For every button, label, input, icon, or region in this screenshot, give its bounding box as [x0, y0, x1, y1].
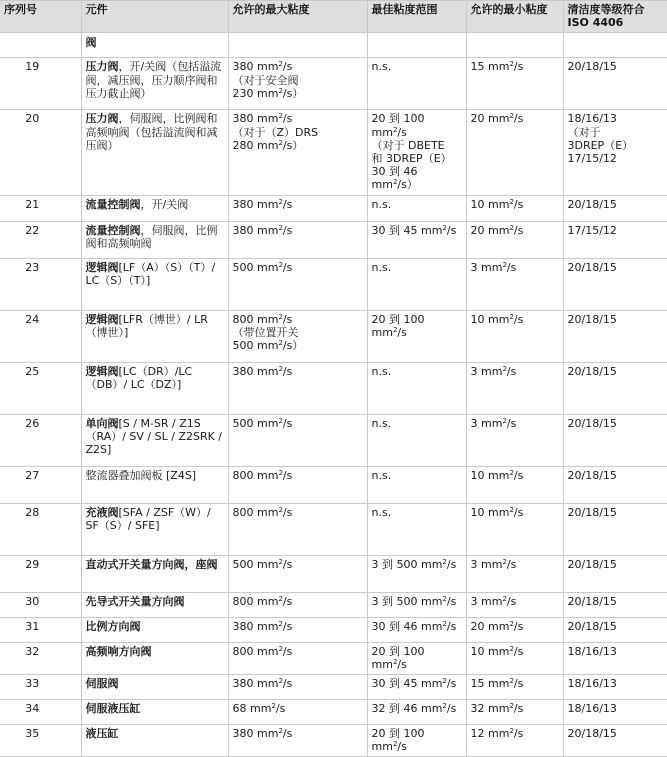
- min-viscosity-cell: [466, 466, 563, 503]
- cleanliness-line: 20/18/15: [567, 197, 617, 211]
- max-viscosity-line: 230 $mm^2/s$）: [232, 86, 304, 100]
- component-bold-name: 单向阀: [85, 416, 119, 430]
- min-viscosity-line: 3 $mm^2/s$: [470, 260, 517, 274]
- table-row: [0, 466, 667, 503]
- optimal-range-line: 30 到 45 $mm^2/s$: [371, 223, 457, 237]
- cleanliness-cell: [563, 466, 667, 503]
- max-viscosity-cell: [228, 700, 367, 725]
- cleanliness-cell: [563, 414, 667, 466]
- max-viscosity-cell: [228, 675, 367, 700]
- component-bold-name: 压力阀: [85, 112, 119, 126]
- component-bold-name: 逻辑阀: [85, 260, 119, 274]
- component-cell: [81, 555, 228, 592]
- max-viscosity-line: 500 $mm^2/s$: [232, 557, 293, 571]
- max-viscosity-cell: [228, 310, 367, 362]
- component-detail: 整流器叠加阀板 [Z4S]: [85, 468, 197, 482]
- table-row: [0, 414, 667, 466]
- cleanliness-cell: [563, 642, 667, 674]
- max-viscosity-line: 380 $mm^2/s$: [232, 364, 293, 378]
- optimal-range-cell: [367, 414, 466, 466]
- cleanliness-line: 18/16/13: [567, 644, 617, 658]
- optimal-range-line: 32 到 46 $mm^2/s$: [371, 702, 457, 716]
- cleanliness-cell: [563, 362, 667, 414]
- min-viscosity-line: 10 $mm^2/s$: [470, 644, 524, 658]
- optimal-range-cell: [367, 675, 466, 700]
- optimal-range-cell: [367, 58, 466, 110]
- component-cell: [81, 414, 228, 466]
- max-viscosity-line: 380 $mm^2/s$: [232, 197, 293, 211]
- min-viscosity-line: 10 $mm^2/s$: [470, 505, 524, 519]
- serial-cell: 28: [0, 503, 81, 555]
- optimal-range-line: n.s.: [371, 364, 392, 378]
- component-detail: ，开/关阀（包括溢流阀，减压阀，压力顺序阀和压力截止阀）: [85, 60, 222, 100]
- min-viscosity-line: 32 $mm^2/s$: [470, 702, 524, 716]
- optimal-range-line: n.s.: [371, 260, 392, 274]
- optimal-range-cell: [367, 592, 466, 617]
- component-bold-name: 逻辑阀: [85, 364, 119, 378]
- optimal-range-cell: [367, 555, 466, 592]
- min-viscosity-line: 15 $mm^2/s$: [470, 677, 524, 691]
- max-viscosity-cell: [228, 221, 367, 258]
- max-viscosity-line: （对于安全阀: [232, 73, 299, 87]
- max-viscosity-cell: [228, 503, 367, 555]
- optimal-range-cell: [367, 110, 466, 195]
- cleanliness-cell: [563, 725, 667, 757]
- component-cell: [81, 221, 228, 258]
- optimal-range-cell: [367, 195, 466, 221]
- optimal-range-line: n.s.: [371, 60, 392, 74]
- min-viscosity-line: 3 $mm^2/s$: [470, 416, 517, 430]
- max-viscosity-cell: [228, 58, 367, 110]
- cleanliness-line: 20/18/15: [567, 619, 617, 633]
- min-viscosity-cell: [466, 700, 563, 725]
- component-detail: [LF（A）（S）（T）/ LC（S）（T）]: [85, 260, 216, 287]
- cleanliness-line: 20/18/15: [567, 505, 617, 519]
- optimal-range-line: 30 到 46 $mm^2/s$）: [371, 165, 418, 192]
- max-viscosity-line: 500 $mm^2/s$）: [232, 339, 304, 353]
- max-viscosity-line: 380 $mm^2/s$: [232, 223, 293, 237]
- min-viscosity-cell: [466, 258, 563, 310]
- min-viscosity-line: 10 $mm^2/s$: [470, 312, 524, 326]
- cleanliness-cell: [563, 221, 667, 258]
- min-viscosity-cell: [466, 555, 563, 592]
- optimal-range-line: 20 到 100 $mm^2/s$: [371, 727, 425, 754]
- optimal-range-line: （对于 DBETE: [371, 138, 445, 152]
- min-viscosity-cell: [466, 617, 563, 642]
- cleanliness-line: 20/18/15: [567, 312, 617, 326]
- optimal-range-cell: [367, 725, 466, 757]
- component-cell: [81, 675, 228, 700]
- component-cell: [81, 110, 228, 195]
- cleanliness-line: 17/15/12: [567, 223, 617, 237]
- cleanliness-cell: [563, 110, 667, 195]
- component-cell: [81, 592, 228, 617]
- min-viscosity-line: 20 $mm^2/s$: [470, 112, 524, 126]
- table-row: [0, 700, 667, 725]
- max-viscosity-line: 500 $mm^2/s$: [232, 260, 293, 274]
- max-viscosity-line: 800 $mm^2/s$: [232, 594, 293, 608]
- max-viscosity-line: 68 $mm^2/s$: [232, 702, 286, 716]
- header-serial: 序列号: [0, 1, 81, 33]
- component-bold-name: 直动式开关量方向阀，座阀: [85, 557, 218, 571]
- table-row: [0, 258, 667, 310]
- table-row: [0, 221, 667, 258]
- optimal-range-line: 30 到 45 $mm^2/s$: [371, 677, 457, 691]
- max-viscosity-line: 800 $mm^2/s$: [232, 312, 293, 326]
- cleanliness-line: 18/16/13: [567, 677, 617, 691]
- component-cell: [81, 466, 228, 503]
- table-row: [0, 555, 667, 592]
- serial-cell: 34: [0, 700, 81, 725]
- serial-cell: 30: [0, 592, 81, 617]
- table-row: [0, 310, 667, 362]
- serial-cell: 31: [0, 617, 81, 642]
- component-bold-name: 先导式开关量方向阀: [85, 594, 185, 608]
- cleanliness-line: 3DREP（E）: [567, 138, 634, 152]
- min-viscosity-cell: [466, 592, 563, 617]
- cleanliness-line: 20/18/15: [567, 557, 617, 571]
- table-header-row: [0, 1, 667, 33]
- optimal-range-cell: [367, 362, 466, 414]
- component-cell: [81, 258, 228, 310]
- cleanliness-line: 20/18/15: [567, 364, 617, 378]
- component-bold-name: 逻辑阀: [85, 312, 119, 326]
- serial-cell: 35: [0, 725, 81, 757]
- cleanliness-line: 18/16/13: [567, 112, 617, 126]
- optimal-range-cell: [367, 221, 466, 258]
- min-viscosity-cell: [466, 503, 563, 555]
- table-row: [0, 58, 667, 110]
- serial-cell: 29: [0, 555, 81, 592]
- component-bold-name: 伺服阀: [85, 677, 119, 691]
- max-viscosity-cell: [228, 592, 367, 617]
- max-viscosity-line: 800 $mm^2/s$: [232, 505, 293, 519]
- serial-cell: 27: [0, 466, 81, 503]
- component-detail: [SFA / ZSF（W）/ SF（S）/ SFE]: [85, 505, 211, 532]
- optimal-range-line: 20 到 100 $mm^2/s$: [371, 644, 425, 671]
- cleanliness-line: （对于: [567, 125, 601, 139]
- optimal-range-line: n.s.: [371, 416, 392, 430]
- component-bold-name: 压力阀: [85, 60, 119, 74]
- min-viscosity-cell: [466, 221, 563, 258]
- min-viscosity-cell: [466, 362, 563, 414]
- min-viscosity-cell: [466, 642, 563, 674]
- optimal-range-line: n.s.: [371, 505, 392, 519]
- serial-cell: 22: [0, 221, 81, 258]
- max-viscosity-line: 380 $mm^2/s$: [232, 619, 293, 633]
- cleanliness-cell: [563, 258, 667, 310]
- optimal-range-cell: [367, 617, 466, 642]
- max-viscosity-line: 800 $mm^2/s$: [232, 468, 293, 482]
- cleanliness-cell: [563, 592, 667, 617]
- component-bold-name: 伺服液压缸: [85, 702, 141, 716]
- cleanliness-cell: [563, 58, 667, 110]
- max-viscosity-cell: [228, 195, 367, 221]
- min-viscosity-cell: [466, 310, 563, 362]
- min-viscosity-line: 20 $mm^2/s$: [470, 223, 524, 237]
- max-viscosity-cell: [228, 362, 367, 414]
- cleanliness-line: 17/15/12: [567, 152, 617, 166]
- min-viscosity-cell: [466, 414, 563, 466]
- max-viscosity-line: （带位置开关: [232, 325, 299, 339]
- component-cell: [81, 310, 228, 362]
- header-component: 元件: [81, 1, 228, 33]
- max-viscosity-cell: [228, 642, 367, 674]
- max-viscosity-cell: [228, 110, 367, 195]
- optimal-range-line: 和 3DREP（E）: [371, 152, 452, 166]
- optimal-range-line: 30 到 46 $mm^2/s$: [371, 619, 457, 633]
- max-viscosity-cell: [228, 617, 367, 642]
- cleanliness-line: 20/18/15: [567, 594, 617, 608]
- max-viscosity-line: 500 $mm^2/s$: [232, 416, 293, 430]
- cleanliness-cell: [563, 195, 667, 221]
- header-optimal-range: 最佳粘度范围: [367, 1, 466, 33]
- cleanliness-cell: [563, 310, 667, 362]
- cleanliness-line: 20/18/15: [567, 727, 617, 741]
- min-viscosity-line: 10 $mm^2/s$: [470, 197, 524, 211]
- optimal-range-line: n.s.: [371, 197, 392, 211]
- min-viscosity-line: 12 $mm^2/s$: [470, 727, 524, 741]
- serial-cell: 19: [0, 58, 81, 110]
- component-bold-name: 高频响方向阀: [85, 644, 152, 658]
- max-viscosity-cell: [228, 725, 367, 757]
- min-viscosity-line: 15 $mm^2/s$: [470, 60, 524, 74]
- min-viscosity-cell: [466, 725, 563, 757]
- max-viscosity-line: 280 $mm^2/s$）: [232, 138, 304, 152]
- max-viscosity-line: 380 $mm^2/s$: [232, 677, 293, 691]
- component-cell: [81, 195, 228, 221]
- optimal-range-cell: [367, 258, 466, 310]
- min-viscosity-line: 3 $mm^2/s$: [470, 594, 517, 608]
- component-cell: [81, 503, 228, 555]
- max-viscosity-cell: [228, 258, 367, 310]
- table-row: [0, 617, 667, 642]
- min-viscosity-cell: [466, 110, 563, 195]
- serial-cell: 20: [0, 110, 81, 195]
- table-row: [0, 642, 667, 674]
- optimal-range-line: 20 到 100 $mm^2/s$: [371, 312, 425, 339]
- table-row: [0, 195, 667, 221]
- max-viscosity-line: 380 $mm^2/s$: [232, 727, 293, 741]
- cleanliness-cell: [563, 555, 667, 592]
- cleanliness-line: 20/18/15: [567, 416, 617, 430]
- min-viscosity-line: 3 $mm^2/s$: [470, 557, 517, 571]
- component-cell: [81, 617, 228, 642]
- optimal-range-cell: [367, 642, 466, 674]
- component-cell: [81, 362, 228, 414]
- min-viscosity-cell: [466, 675, 563, 700]
- serial-cell: 32: [0, 642, 81, 674]
- component-detail: [S / M-SR / Z1S（RA）/ SV / SL / Z2SRK / Z2S]: [85, 416, 223, 457]
- serial-cell: 33: [0, 675, 81, 700]
- cleanliness-cell: [563, 503, 667, 555]
- optimal-range-line: 3 到 500 $mm^2/s$: [371, 594, 457, 608]
- cleanliness-line: 18/16/13: [567, 702, 617, 716]
- optimal-range-line: 20 到 100 $mm^2/s$: [371, 112, 425, 139]
- component-detail: ，伺服阀，比例阀和高频响阀（包括溢流阀和减压阀）: [85, 112, 218, 152]
- min-viscosity-cell: [466, 195, 563, 221]
- max-viscosity-line: 380 $mm^2/s$: [232, 60, 293, 74]
- cleanliness-cell: [563, 617, 667, 642]
- cleanliness-line: 20/18/15: [567, 468, 617, 482]
- component-detail: ，开/关阀: [140, 197, 189, 211]
- header-max-viscosity: 允许的最大粘度: [228, 1, 367, 33]
- cleanliness-cell: [563, 700, 667, 725]
- component-cell: [81, 58, 228, 110]
- header-min-viscosity: 允许的最小粘度: [466, 1, 563, 33]
- header-cleanliness: 清洁度等级符合 ISO 4406: [563, 1, 667, 33]
- max-viscosity-line: 380 $mm^2/s$: [232, 112, 293, 126]
- component-cell: [81, 700, 228, 725]
- section-label: 阀: [81, 33, 228, 58]
- table-row: [0, 362, 667, 414]
- component-bold-name: 比例方向阀: [85, 619, 141, 633]
- optimal-range-cell: [367, 310, 466, 362]
- serial-cell: 21: [0, 195, 81, 221]
- serial-cell: 24: [0, 310, 81, 362]
- section-row: [0, 33, 667, 58]
- table-row: [0, 503, 667, 555]
- max-viscosity-line: （对于（Z）DRS: [232, 125, 319, 139]
- serial-cell: 25: [0, 362, 81, 414]
- cleanliness-cell: [563, 675, 667, 700]
- max-viscosity-cell: [228, 466, 367, 503]
- table-row: [0, 725, 667, 757]
- cleanliness-line: 20/18/15: [567, 260, 617, 274]
- min-viscosity-cell: [466, 58, 563, 110]
- component-bold-name: 流量控制阀: [85, 197, 141, 211]
- optimal-range-cell: [367, 466, 466, 503]
- component-detail: [LFR（博世）/ LR（博世）]: [85, 312, 208, 339]
- component-bold-name: 液压缸: [85, 727, 119, 741]
- serial-cell: 26: [0, 414, 81, 466]
- max-viscosity-cell: [228, 414, 367, 466]
- optimal-range-cell: [367, 503, 466, 555]
- max-viscosity-cell: [228, 555, 367, 592]
- table-row: [0, 110, 667, 195]
- min-viscosity-line: 3 $mm^2/s$: [470, 364, 517, 378]
- cleanliness-line: 20/18/15: [567, 60, 617, 74]
- min-viscosity-line: 20 $mm^2/s$: [470, 619, 524, 633]
- component-detail: ，伺服阀，比例阀和高频响阀: [85, 223, 218, 250]
- component-cell: [81, 642, 228, 674]
- table-row: [0, 592, 667, 617]
- optimal-range-cell: [367, 700, 466, 725]
- max-viscosity-line: 800 $mm^2/s$: [232, 644, 293, 658]
- component-detail: [LC（DR）/LC（DB）/ LC（DZ）]: [85, 364, 193, 391]
- min-viscosity-line: 10 $mm^2/s$: [470, 468, 524, 482]
- optimal-range-line: n.s.: [371, 468, 392, 482]
- component-bold-name: 充液阀: [85, 505, 119, 519]
- table-row: [0, 675, 667, 700]
- component-bold-name: 流量控制阀: [85, 223, 141, 237]
- component-cell: [81, 725, 228, 757]
- serial-cell: 23: [0, 258, 81, 310]
- optimal-range-line: 3 到 500 $mm^2/s$: [371, 557, 457, 571]
